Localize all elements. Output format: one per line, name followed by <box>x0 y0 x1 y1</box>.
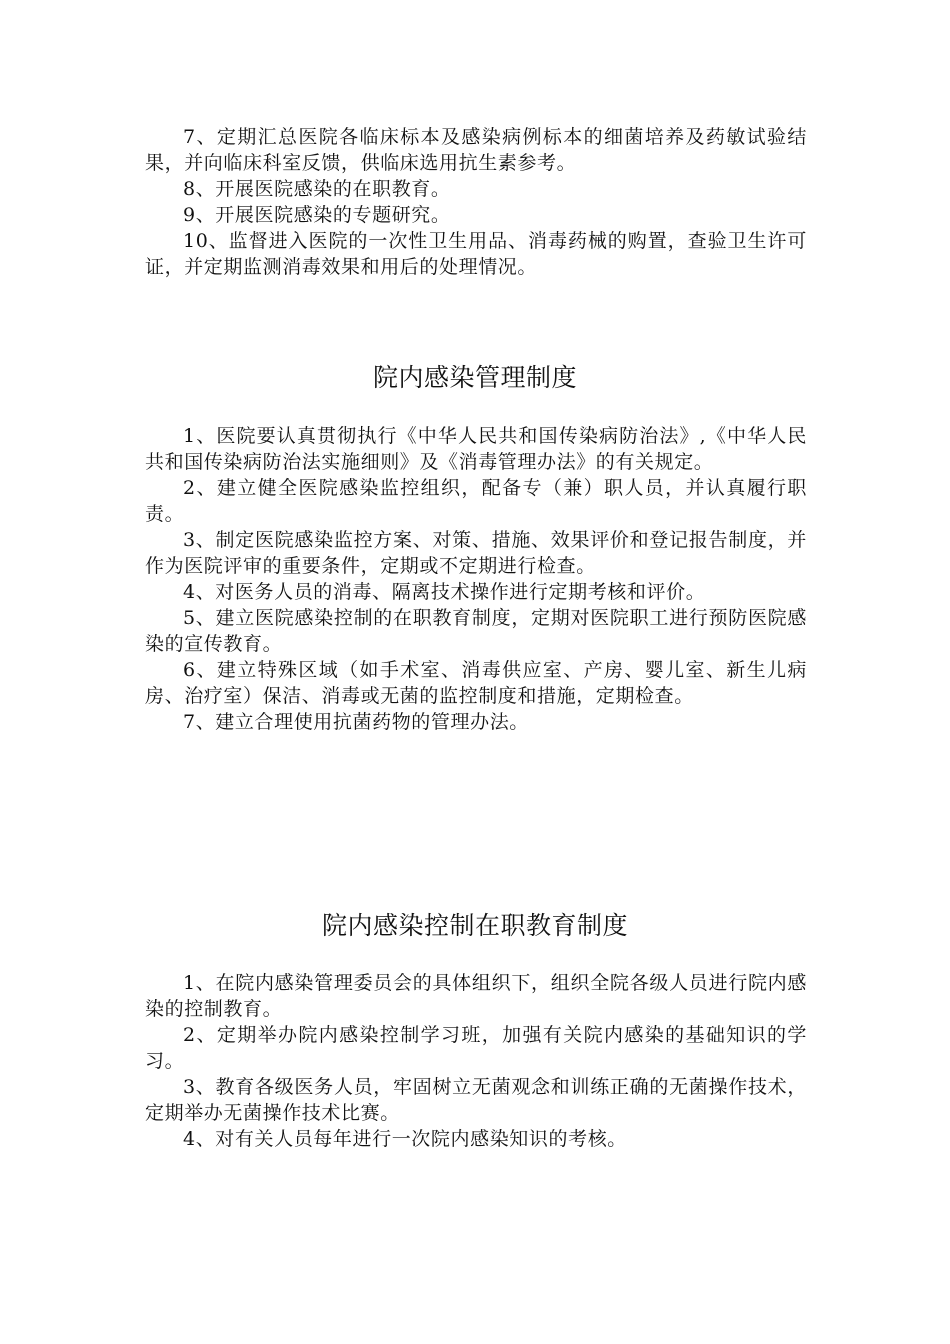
paragraph: 1、医院要认真贯彻执行《中华人民共和国传染病防治法》,《中华人民共和国传染病防治法实施细则》及《消毒管理办法》的有关规定。 <box>145 425 807 473</box>
section-education-body <box>145 970 807 1152</box>
paragraph: 7、定期汇总医院各临床标本及感染病例标本的细菌培养及药敏试验结果，并向临床科室反馈，供临床选用抗生素参考。 <box>145 126 807 174</box>
paragraph: 4、对医务人员的消毒、隔离技术操作进行定期考核和评价。 <box>183 581 706 603</box>
section-title-education: 院内感染控制在职教育制度 <box>321 911 628 940</box>
paragraph: 9、开展医院感染的专题研究。 <box>183 204 451 226</box>
section-title-management: 院内感染管理制度 <box>372 363 577 392</box>
paragraph: 6、建立特殊区域（如手术室、消毒供应室、产房、婴儿室、新生儿病房、治疗室）保洁、消毒或无菌的监控制度和措施，定期检查。 <box>145 659 807 707</box>
section-management-body <box>145 423 807 735</box>
paragraph: 3、制定医院感染监控方案、对策、措施、效果评价和登记报告制度，并作为医院评审的重要条件，定期或不定期进行检查。 <box>145 529 807 577</box>
paragraph: 3、教育各级医务人员，牢固树立无菌观念和训练正确的无菌操作技术，定期举办无菌操作技术比赛。 <box>145 1076 807 1124</box>
paragraph: 1、在院内感染管理委员会的具体组织下，组织全院各级人员进行院内感染的控制教育。 <box>145 972 807 1020</box>
paragraph: 7、建立合理使用抗菌药物的管理办法。 <box>183 711 529 733</box>
paragraph: 10、监督进入医院的一次性卫生用品、消毒药械的购置，查验卫生许可证，并定期监测消毒效果和用后的处理情况。 <box>145 230 807 278</box>
section-top-body <box>145 124 807 280</box>
paragraph: 5、建立医院感染控制的在职教育制度，定期对医院职工进行预防医院感染的宣传教育。 <box>145 607 807 655</box>
paragraph: 4、对有关人员每年进行一次院内感染知识的考核。 <box>183 1128 627 1150</box>
paragraph: 2、建立健全医院感染监控组织，配备专（兼）职人员，并认真履行职责。 <box>145 477 807 525</box>
paragraph: 8、开展医院感染的在职教育。 <box>183 178 451 200</box>
paragraph: 2、定期举办院内感染控制学习班，加强有关院内感染的基础知识的学习。 <box>145 1024 807 1072</box>
